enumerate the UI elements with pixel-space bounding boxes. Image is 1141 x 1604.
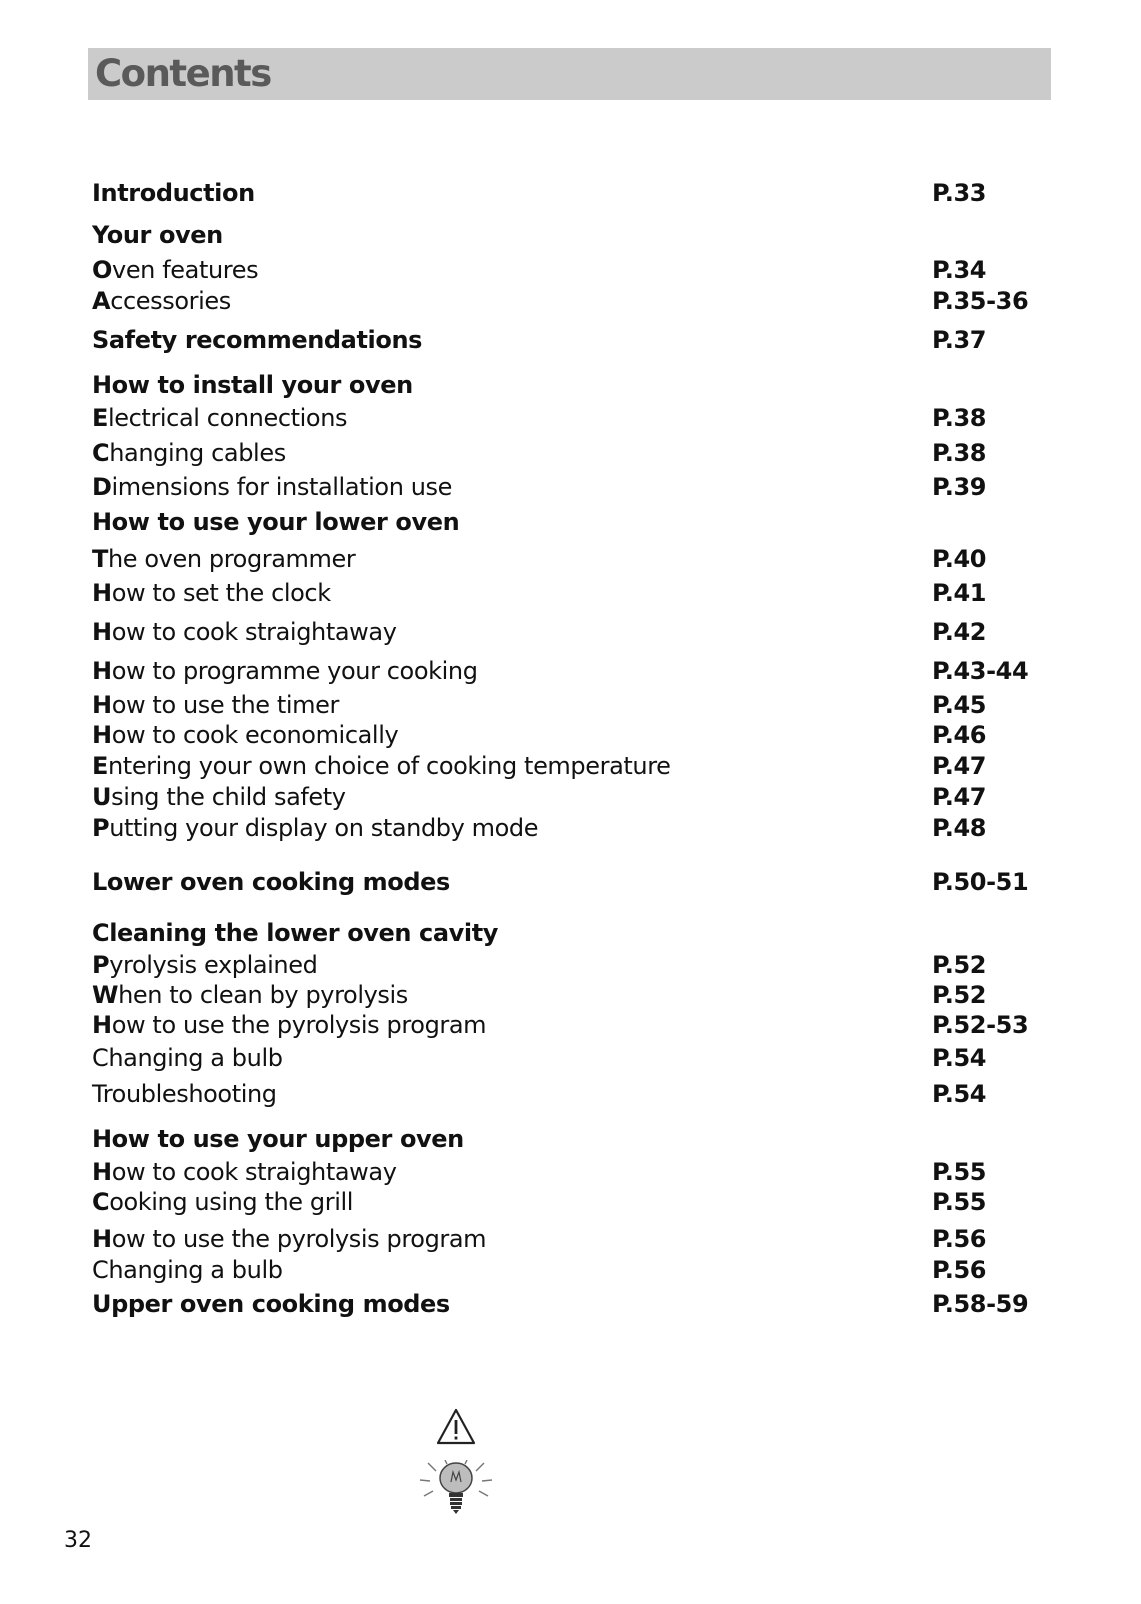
toc-entry-rest: ow to set the clock (111, 579, 331, 607)
warning-triangle-icon (436, 1408, 476, 1450)
toc-section-heading (92, 1122, 1042, 1156)
toc-entry-label (92, 284, 231, 318)
toc-entry (92, 1041, 1042, 1075)
toc-page-ref: P.52 (932, 951, 987, 979)
toc-entry (92, 654, 1042, 688)
toc-page-ref: P.33 (932, 179, 987, 207)
toc-entry-label (92, 948, 317, 982)
toc-entry (92, 401, 1042, 435)
toc-entry-initial: D (92, 473, 112, 501)
toc-page-ref: P.56 (932, 1256, 987, 1284)
toc-entry-label (92, 718, 398, 752)
toc-section-heading (92, 916, 1042, 950)
toc-entry-label: Changing a bulb (92, 1256, 283, 1284)
toc-entry (92, 1155, 1042, 1189)
toc-entry-initial: H (92, 721, 112, 749)
toc-page-ref: P.47 (932, 752, 987, 780)
toc-entry-rest: ow to programme your cooking (111, 657, 478, 685)
toc-section-heading (92, 368, 1042, 402)
toc-entry (92, 542, 1042, 576)
toc-entry-label: How to use your lower oven (92, 508, 460, 536)
toc-entry (92, 470, 1042, 504)
toc-entry-initial: E (92, 752, 108, 780)
toc-page-ref: P.42 (932, 618, 987, 646)
toc-section-heading (92, 505, 1042, 539)
toc-entry-label (92, 470, 452, 504)
toc-page-ref: P.48 (932, 814, 987, 842)
toc-entry-label (92, 615, 397, 649)
toc-entry-label: Changing a bulb (92, 1044, 283, 1072)
toc-page-ref: P.41 (932, 579, 987, 607)
toc-entry-initial: U (92, 783, 112, 811)
toc-entry (92, 1222, 1042, 1256)
toc-entry-initial: H (92, 579, 112, 607)
toc-entry-rest: yrolysis explained (109, 951, 318, 979)
toc-section-heading (92, 323, 1042, 357)
toc-entry-initial: T (92, 545, 108, 573)
toc-entry (92, 749, 1042, 783)
toc-entry (92, 978, 1042, 1012)
title-bar (88, 48, 1051, 100)
page-number: 32 (64, 1528, 92, 1553)
toc-entry-initial: O (92, 256, 113, 284)
toc-entry-initial: E (92, 404, 108, 432)
toc-entry-rest: ow to use the timer (111, 691, 339, 719)
toc-page-ref: P.52-53 (932, 1011, 1029, 1039)
toc-entry-rest: ow to cook straightaway (111, 1158, 397, 1186)
toc-entry-label: Lower oven cooking modes (92, 868, 450, 896)
toc-entry-initial: C (92, 1188, 110, 1216)
toc-entry (92, 780, 1042, 814)
toc-section-heading (92, 218, 1042, 252)
toc-entry (92, 811, 1042, 845)
toc-entry-label (92, 1008, 486, 1042)
toc-entry-initial: C (92, 439, 110, 467)
toc-entry-label (92, 253, 258, 287)
toc-entry-label (92, 1222, 486, 1256)
light-bulb-icon (418, 1460, 494, 1520)
toc-entry-initial: W (92, 981, 119, 1009)
toc-page-ref: P.52 (932, 981, 987, 1009)
toc-section-heading (92, 1287, 1042, 1321)
toc-entry-rest: ven features (112, 256, 259, 284)
toc-page-ref: P.56 (932, 1225, 987, 1253)
toc-entry-initial: P (92, 951, 110, 979)
toc-page-ref: P.40 (932, 545, 987, 573)
toc-page-ref: P.38 (932, 404, 987, 432)
toc-page-ref: P.39 (932, 473, 987, 501)
toc-entry-label (92, 401, 347, 435)
toc-entry-rest: ow to use the pyrolysis program (111, 1225, 487, 1253)
toc-entry-rest: hanging cables (109, 439, 286, 467)
toc-entry (92, 615, 1042, 649)
toc-entry (92, 436, 1042, 470)
toc-entry-label: How to use your upper oven (92, 1125, 464, 1153)
toc-entry (92, 1077, 1042, 1111)
toc-entry-label: How to install your oven (92, 371, 413, 399)
toc-entry-label: Introduction (92, 179, 255, 207)
toc-entry-initial: P (92, 814, 110, 842)
toc-page-ref: P.43-44 (932, 657, 1029, 685)
toc-entry-rest: ccessories (110, 287, 231, 315)
toc-entry-label: Upper oven cooking modes (92, 1290, 450, 1318)
toc-entry-rest: ooking using the grill (109, 1188, 354, 1216)
toc-entry-initial: H (92, 1158, 112, 1186)
toc-entry-initial: H (92, 691, 112, 719)
toc-page-ref: P.38 (932, 439, 987, 467)
toc-entry-rest: lectrical connections (108, 404, 348, 432)
toc-entry-label (92, 811, 538, 845)
toc-section-heading (92, 176, 1042, 210)
toc-entry (92, 284, 1042, 318)
toc-section-heading (92, 865, 1042, 899)
toc-entry (92, 688, 1042, 722)
toc-entry-rest: he oven programmer (107, 545, 356, 573)
toc-entry-label (92, 542, 355, 576)
toc-entry (92, 253, 1042, 287)
toc-entry-label: Troubleshooting (92, 1080, 277, 1108)
toc-entry-rest: ow to cook economically (111, 721, 399, 749)
toc-entry-label: Your oven (92, 221, 223, 249)
toc-entry (92, 718, 1042, 752)
toc-entry-rest: sing the child safety (111, 783, 346, 811)
toc-entry-label (92, 576, 331, 610)
toc-page-ref: P.45 (932, 691, 987, 719)
toc-entry-label (92, 978, 408, 1012)
toc-entry-initial: H (92, 657, 112, 685)
toc-page-ref: P.34 (932, 256, 987, 284)
toc-page-ref: P.37 (932, 326, 987, 354)
toc-page-ref: P.54 (932, 1080, 987, 1108)
toc-entry-rest: hen to clean by pyrolysis (118, 981, 408, 1009)
toc-page-ref: P.55 (932, 1188, 987, 1216)
toc-entry (92, 1008, 1042, 1042)
toc-page-ref: P.46 (932, 721, 987, 749)
toc-entry-rest: ntering your own choice of cooking temperature (108, 752, 671, 780)
toc-entry-label (92, 780, 346, 814)
toc-entry-initial: H (92, 618, 112, 646)
toc-page-ref: P.47 (932, 783, 987, 811)
toc-entry-label (92, 688, 339, 722)
toc-entry-initial: A (92, 287, 111, 315)
toc-page-ref: P.58-59 (932, 1290, 1029, 1318)
page-title: Contents (95, 52, 271, 95)
toc-page-ref: P.54 (932, 1044, 987, 1072)
toc-entry-label (92, 436, 286, 470)
toc-entry-rest: utting your display on standby mode (109, 814, 539, 842)
toc-entry-label (92, 654, 478, 688)
toc-entry (92, 576, 1042, 610)
toc-entry-label: Cleaning the lower oven cavity (92, 919, 499, 947)
toc-entry-rest: ow to cook straightaway (111, 618, 397, 646)
toc-entry (92, 1185, 1042, 1219)
toc-entry-label (92, 1185, 353, 1219)
toc-entry-initial: H (92, 1011, 112, 1039)
toc-entry-rest: imensions for installation use (111, 473, 453, 501)
toc-entry-label: Safety recommendations (92, 326, 423, 354)
toc-entry-initial: H (92, 1225, 112, 1253)
toc-page-ref: P.50-51 (932, 868, 1029, 896)
toc-entry (92, 948, 1042, 982)
toc-page-ref: P.55 (932, 1158, 987, 1186)
toc-entry (92, 1253, 1042, 1287)
toc-entry-label (92, 749, 671, 783)
toc-entry-rest: ow to use the pyrolysis program (111, 1011, 487, 1039)
toc-entry-label (92, 1155, 397, 1189)
toc-page-ref: P.35-36 (932, 287, 1029, 315)
